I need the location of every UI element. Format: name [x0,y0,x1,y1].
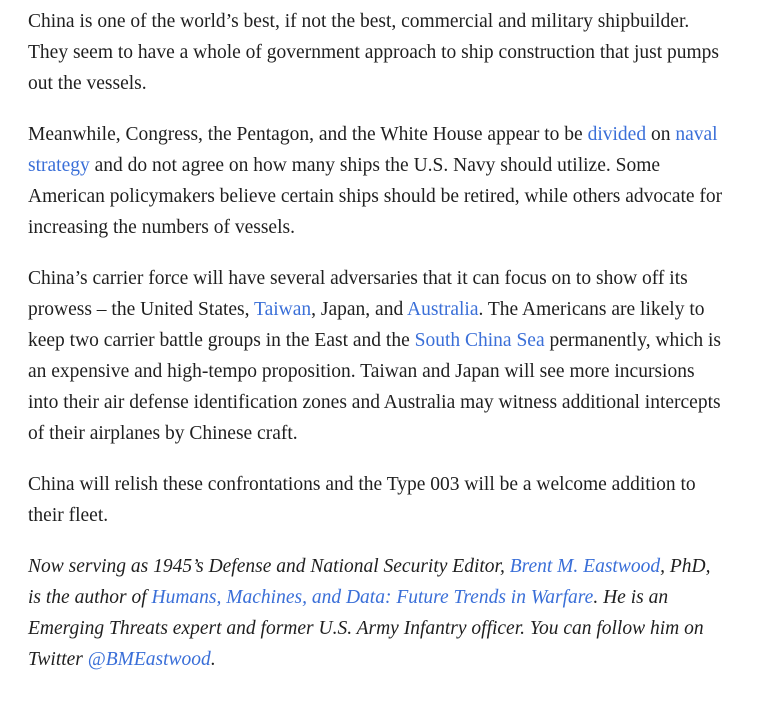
bio-text: . He is an Emerging Threats expert and former U.S. Army Infantry officer. You can follow him on Twitter [28,587,704,670]
paragraph-text: permanently, which is an expensive and high-tempo proposition. Taiwan and Japan will see more incursions into their air defense identification zones and Australia may witness additional intercepts of their airplanes by Chinese craft. [28,330,721,444]
paragraph-conclusion [28,469,728,531]
paragraph-carrier-force [28,263,728,449]
author-bio [28,551,728,675]
bio-text: . [210,649,216,670]
paragraph-text: . The Americans are likely to keep two carrier battle groups in the East and the [28,299,705,351]
paragraph-text: China is one of the world’s best, if not the best, commercial and military shipbuilder. They seem to have a whole of government approach to ship construction that just pumps out the vessels. [28,11,720,94]
paragraph-text: and do not agree on how many ships the U.S. Navy should utilize. Some American policymakers believe certain ships should be retired, while others advocate for increasing the numbers of vessels. [28,155,723,238]
link-australia[interactable]: Australia [407,299,479,320]
link-divided[interactable]: divided [587,124,647,145]
link-author[interactable]: Brent M. Eastwood [509,556,661,577]
link-naval-strategy[interactable]: naval strategy [28,124,718,176]
link-twitter[interactable]: @BMEastwood [87,649,211,670]
link-taiwan[interactable]: Taiwan [254,299,312,320]
paragraph-text: , Japan, and [311,299,408,320]
paragraph-naval-strategy [28,119,728,243]
link-book[interactable]: Humans, Machines, and Data: Future Trends in Warfare [151,587,594,608]
paragraph-text: China will relish these confrontations and the Type 003 will be a welcome addition to their fleet. [28,474,696,526]
bio-text: , PhD, is the author of [28,556,711,608]
article-body [28,6,728,695]
link-south-china-sea[interactable]: South China Sea [414,330,545,351]
paragraph-text: on [646,124,676,145]
paragraph-text: Meanwhile, Congress, the Pentagon, and the White House appear to be [28,124,588,145]
bio-text: Now serving as 1945’s Defense and National Security Editor, [28,556,510,577]
paragraph-text: China’s carrier force will have several adversaries that it can focus on to show off its prowess – the United States, [28,268,688,320]
paragraph-shipbuilding [28,6,728,99]
